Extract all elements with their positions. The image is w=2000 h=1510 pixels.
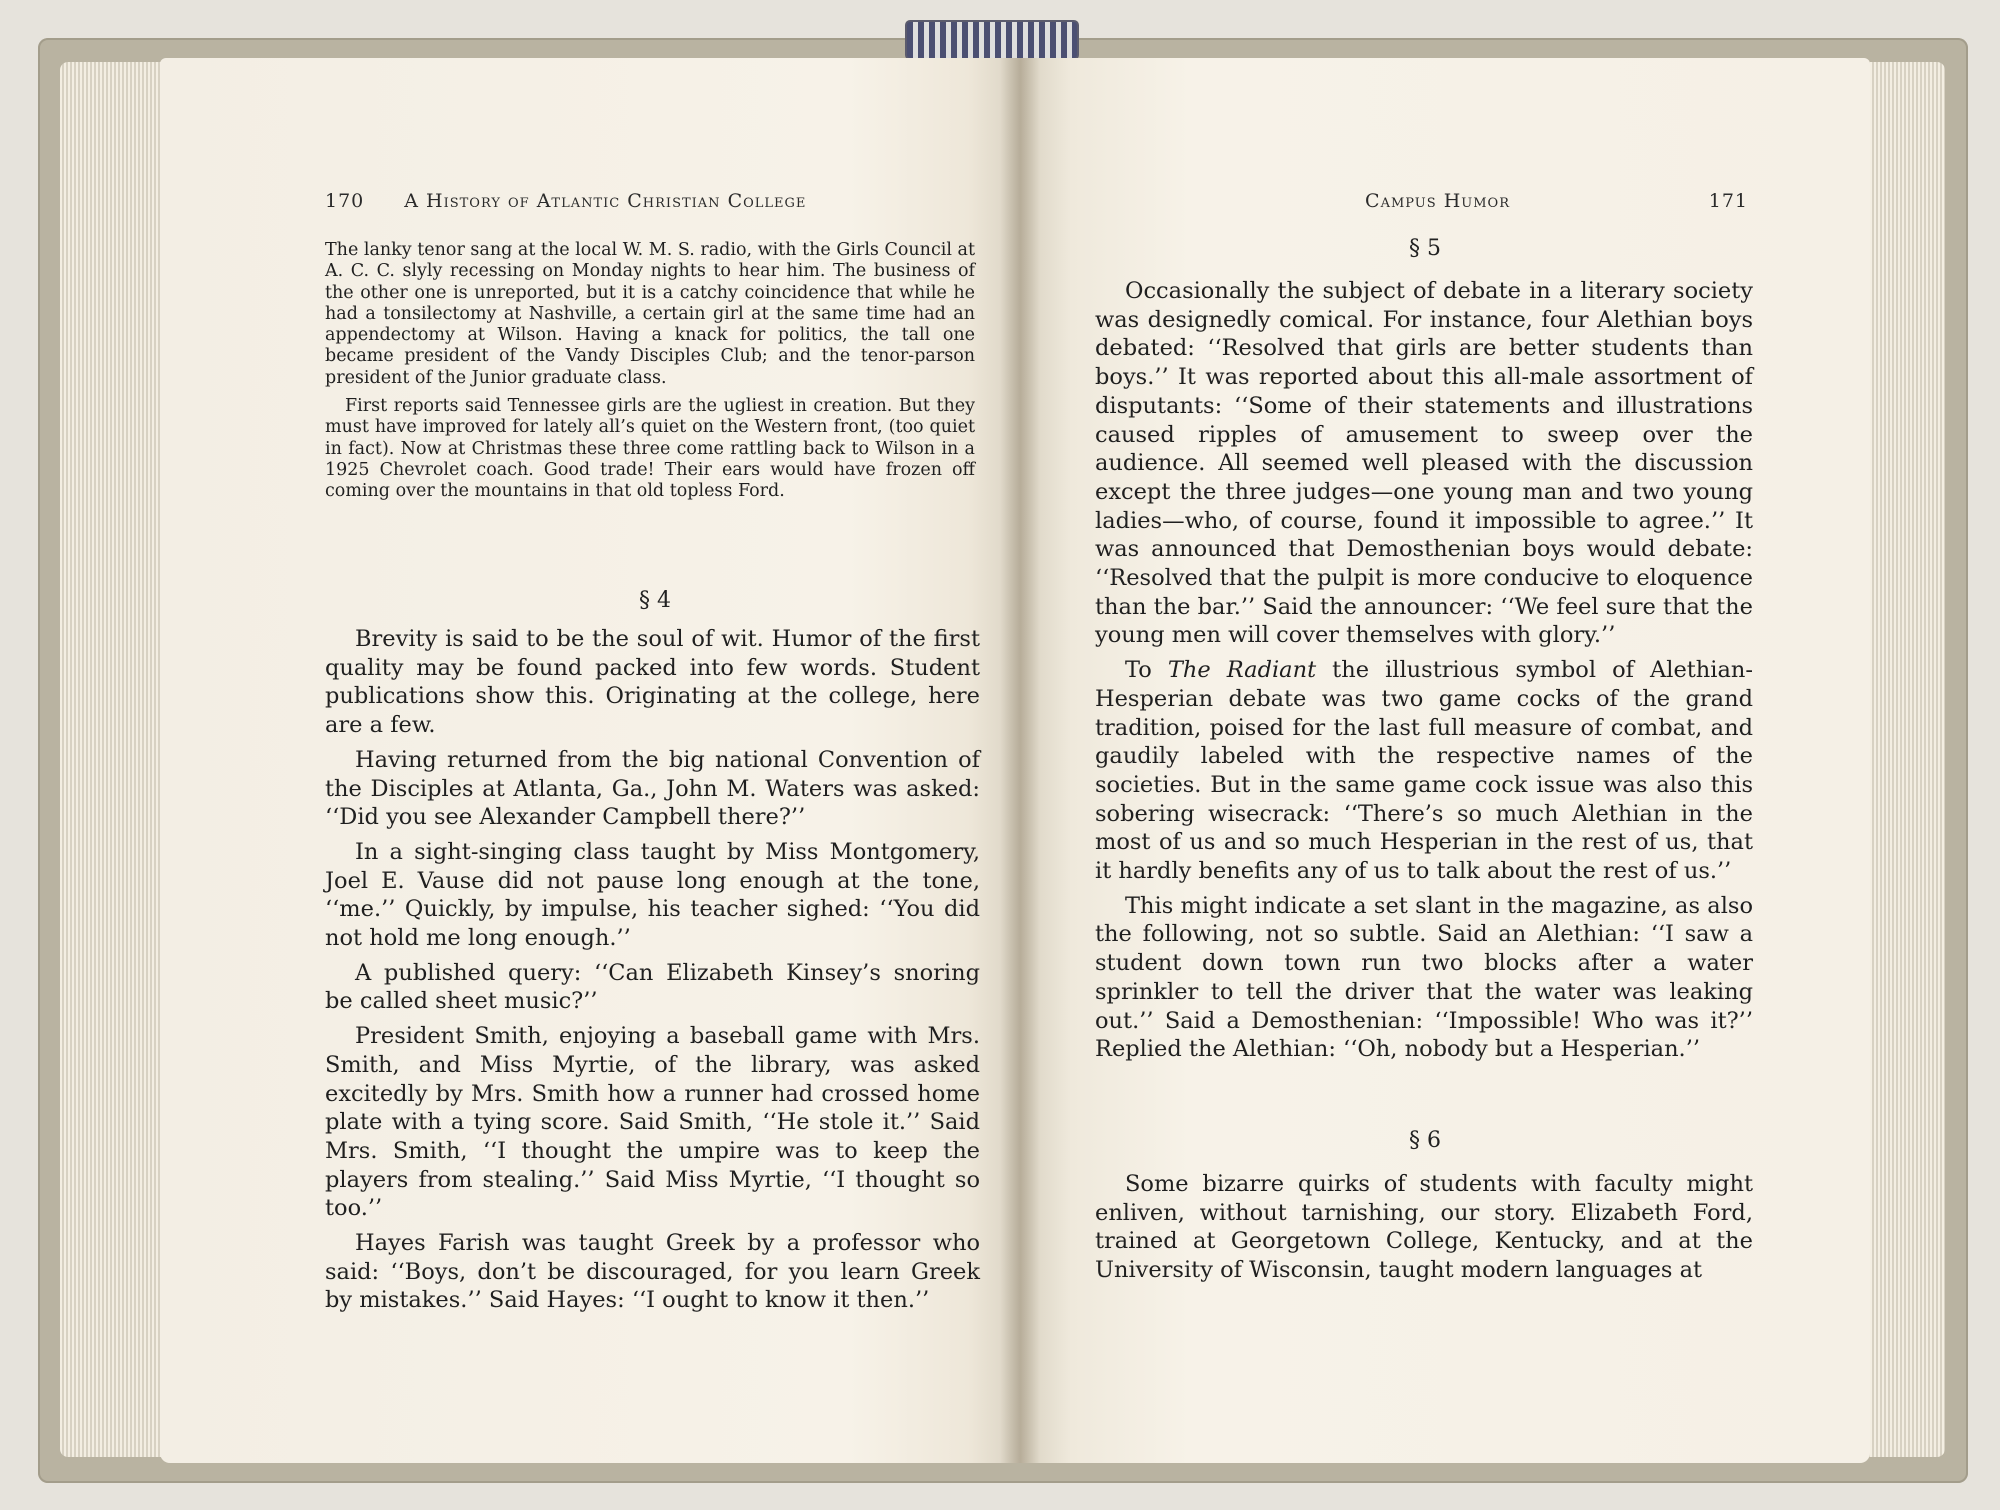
book-gutter <box>1000 58 1040 1463</box>
radiant-intro: To <box>1125 657 1152 684</box>
paragraph-greek: Hayes Farish was taught Greek by a professor who said: ‘‘Boys, don’t be discouraged, for you learn Greek by mistakes.’’ Said Hayes: ‘‘I ought to know it then.’’ <box>325 1230 980 1314</box>
paragraph-convention: Having returned from the big national Convention of the Disciples at Atlanta, Ga., John M. Waters was asked: ‘‘Did you see Alexander Campbell there?’’ <box>325 746 980 831</box>
paragraph-query: A published query: ‘‘Can Elizabeth Kinsey’s snoring be called sheet music?’’ <box>325 959 980 1015</box>
section-5-mark: § 5 <box>1409 236 1441 261</box>
paragraph-debate: Occasionally the subject of debate in a literary society was designedly comical. For instance, four Alethian boys debated: ‘‘Resolved that girls are better students than boys.’’ It was reported about this all-male assortment of disputants: ‘‘Some of their statements and illustrations caused ripples of amusement to sweep over the audience. All seemed well pleased with the discussion except the three judges—one young man and two young ladies—who, of course, found it impossible to agree.’’ It was announced that Demosthenian boys would debate: ‘‘Resolved that the pulpit is more conducive to eloquence than the bar.’’ Said the announcer: ‘‘We feel sure that the young men will cover themselves with glory.’’ <box>1095 278 1753 649</box>
left-page-number: 170 <box>325 190 365 212</box>
left-main-text-block <box>325 625 980 1321</box>
left-running-header <box>325 190 965 220</box>
paragraph-radiant <box>1095 656 1753 886</box>
small-paragraph-2: First reports said Tennessee girls are the ugliest in creation. But they must have improved for lately all’s quiet on the Western front, (too quiet in fact). Now at Christmas these three come rattling back to Wilson in a 1925 Chevrolet coach. Good trade! Their ears would have frozen off coming over the mountains in that old topless Ford. <box>325 396 975 502</box>
right-running-head: Campus Humor <box>1365 190 1510 212</box>
radiant-rest: the illustrious symbol of Alethian-Hesperian debate was two game cocks of the grand tradition, poised for the last full measure of combat, and gaudily labeled with the respective names of the societies. But in the same game cock issue was also this sobering wisecrack: ‘‘There’s so much Alethian in the most of us and so much Hesperian in the rest of us, that it hardly benefits any of us to talk about the rest of us.’’ <box>1095 657 1754 885</box>
spine-headband <box>905 20 1079 60</box>
paragraph-slant: This might indicate a set slant in the magazine, as also the following, not so subtle. Said an Alethian: ‘‘I saw a student down town run two blocks after a water sprinkler to tell the driver that the water was leaking out.’’ Said a Demosthenian: ‘‘Impossible! Who was it?’’ Replied the Alethian: ‘‘Oh, nobody but a Hesperian.’’ <box>1095 892 1753 1063</box>
right-running-header <box>1090 190 1748 220</box>
section-6-mark: § 6 <box>1409 1128 1441 1153</box>
right-page-number: 171 <box>1708 190 1748 212</box>
left-small-text-block <box>325 240 975 510</box>
left-running-head: A History of Atlantic Christian College <box>404 190 807 212</box>
paragraph-sight-singing: In a sight-singing class taught by Miss Montgomery, Joel E. Vause did not pause long enough at the tone, ‘‘me.’’ Quickly, by impulse, his teacher sighed: ‘‘You did not hold me long enough.’’ <box>325 838 980 952</box>
paragraph-bizarre-quirks: Some bizarre quirks of students with faculty might enliven, without tarnishing, our story. Elizabeth Ford, trained at Georgetown College, Kentucky, and at the University of Wisconsin, taught modern languages at <box>1095 1171 1753 1284</box>
right-section-6-block <box>1095 1170 1753 1291</box>
paragraph-baseball: President Smith, enjoying a baseball game with Mrs. Smith, and Miss Myrtie, of the library, was asked excitedly by Mrs. Smith how a runner had crossed home plate with a tying score. Said Smith, ‘‘He stole it.’’ Said Mrs. Smith, ‘‘I thought the umpire was to keep the players from stealing.’’ Said Miss Myrtie, ‘‘I thought so too.’’ <box>325 1023 980 1222</box>
small-paragraph-1: The lanky tenor sang at the local W. M. S. radio, with the Girls Council at A. C. C. slyly recessing on Monday nights to hear him. The business of the other one is unreported, but it is a catchy coincidence that while he had a tonsilectomy at Nashville, a certain girl at the same time had an appendectomy at Wilson. Having a knack for politics, the tall one became president of the Vandy Disciples Club; and the tenor-parson president of the Junior graduate class. <box>325 240 975 388</box>
right-main-text-block <box>1095 277 1753 1070</box>
radiant-title: The Radiant <box>1167 657 1317 684</box>
paragraph-brevity: Brevity is said to be the soul of wit. Humor of the first quality may be found packed into few words. Student publications show this. Originating at the college, here are a few. <box>325 626 980 739</box>
section-4-mark: § 4 <box>639 588 671 613</box>
